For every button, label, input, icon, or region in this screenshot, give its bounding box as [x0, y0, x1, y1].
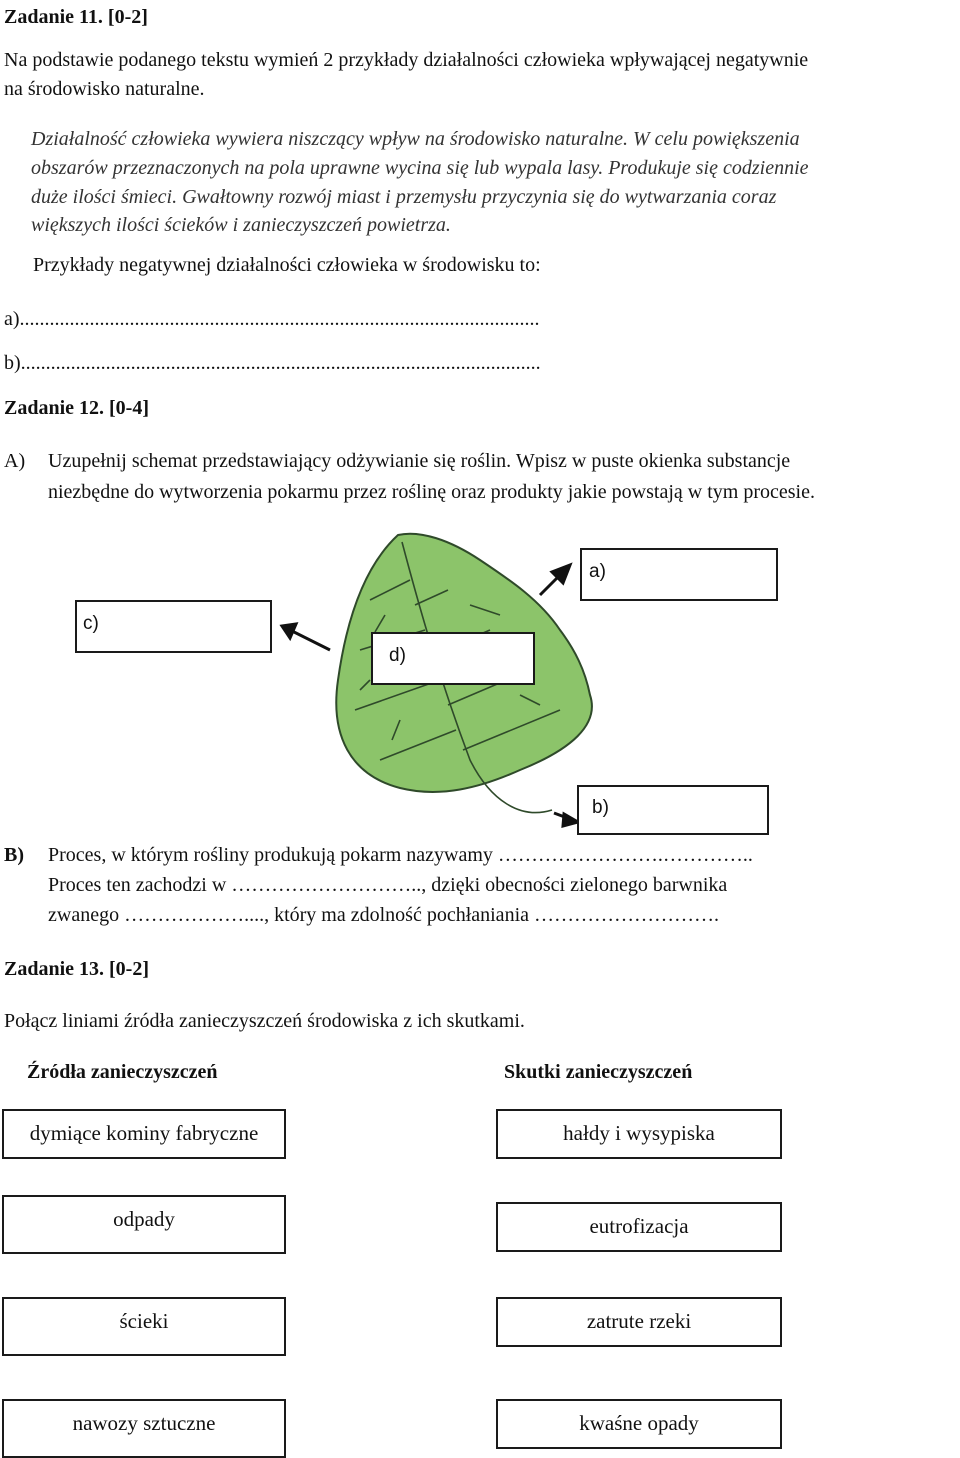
task12-partB-line2: Proces ten zachodzi w ……………………….., dzięki obecności zielonego barwnika [48, 874, 728, 896]
arrow-to-box-c [282, 624, 330, 650]
diagram-box-b-label: b) [592, 797, 609, 818]
task11-title: Zadanie 11. [0-2] [4, 6, 148, 28]
diagram-box-c[interactable] [75, 600, 272, 653]
diagram-box-d-label: d) [389, 645, 406, 666]
source-label-1: dymiące kominy fabryczne [29, 1121, 259, 1145]
task11-passage-line1: Działalność człowieka wywiera niszczący wpływ na środowisko naturalne. W celu powiększenia [31, 128, 800, 150]
task11-answer-b[interactable]: b)........................................................................................................ [4, 352, 541, 374]
task12-partA-line2: niezbędne do wytworzenia pokarmu przez roślinę oraz produkty jakie powstają w tym procesie. [48, 481, 815, 503]
task13-title: Zadanie 13. [0-2] [4, 958, 149, 980]
arrow-to-box-a [540, 565, 570, 595]
sources-heading: Źródła zanieczyszczeń [27, 1061, 218, 1083]
diagram-box-a[interactable] [580, 548, 778, 601]
task11-instruction-line2: na środowisko naturalne. [4, 78, 205, 100]
task12-title: Zadanie 12. [0-4] [4, 397, 149, 419]
effect-label-1: hałdy i wysypiska [563, 1121, 715, 1145]
diagram-box-c-label: c) [83, 613, 99, 634]
task11-answer-a[interactable]: a)........................................................................................................ [4, 308, 540, 330]
effect-label-4: kwaśne opady [579, 1411, 699, 1435]
effect-box-1[interactable] [496, 1109, 782, 1159]
source-label-3: ścieki [119, 1309, 169, 1333]
source-label-4: nawozy sztuczne [72, 1411, 216, 1435]
task11-instruction-line1: Na podstawie podanego tekstu wymień 2 przykłady działalności człowieka wpływającej negatywnie [4, 49, 809, 71]
effect-label-3: zatrute rzeki [586, 1309, 692, 1333]
task11-passage-line4: większych ilości ścieków i zanieczyszczeń powietrza. [31, 214, 451, 236]
diagram-box-b[interactable] [577, 785, 769, 835]
source-box-2[interactable] [2, 1195, 286, 1254]
task12-partB-line1: Proces, w którym rośliny produkują pokarm nazywamy …………………….………….. [48, 844, 753, 866]
effect-box-4[interactable] [496, 1399, 782, 1449]
task11-passage-line2: obszarów przeznaczonych na pola uprawne wycina się lub wypala lasy. Produkuje się codziennie [31, 157, 809, 179]
effect-box-3[interactable] [496, 1297, 782, 1347]
source-box-1[interactable] [2, 1109, 286, 1159]
task12-partB-line3: zwanego ………………...., który ma zdolność pochłaniania ………………………. [48, 904, 719, 926]
source-box-4[interactable] [2, 1399, 286, 1458]
source-label-2: odpady [113, 1207, 175, 1231]
task11-passage-line3: duże ilości śmieci. Gwałtowny rozwój miast i przemysłu przyczynia się do wytwarzania coraz [31, 186, 777, 208]
effects-heading: Skutki zanieczyszczeń [504, 1061, 693, 1083]
task12-partB-marker: B) [4, 844, 24, 866]
arrow-to-box-b [554, 813, 578, 826]
task12-partA-line1: Uzupełnij schemat przedstawiający odżywianie się roślin. Wpisz w puste okienka substancje [48, 450, 791, 472]
effect-box-2[interactable] [496, 1202, 782, 1252]
diagram-box-a-label: a) [589, 561, 606, 582]
effect-label-2: eutrofizacja [589, 1214, 689, 1238]
task12-partA-marker: A) [4, 450, 26, 472]
task13-instruction: Połącz liniami źródła zanieczyszczeń środowiska z ich skutkami. [4, 1010, 525, 1032]
diagram-box-d[interactable] [371, 632, 535, 685]
source-box-3[interactable] [2, 1297, 286, 1356]
task11-examples-heading: Przykłady negatywnej działalności człowieka w środowisku to: [33, 254, 541, 276]
